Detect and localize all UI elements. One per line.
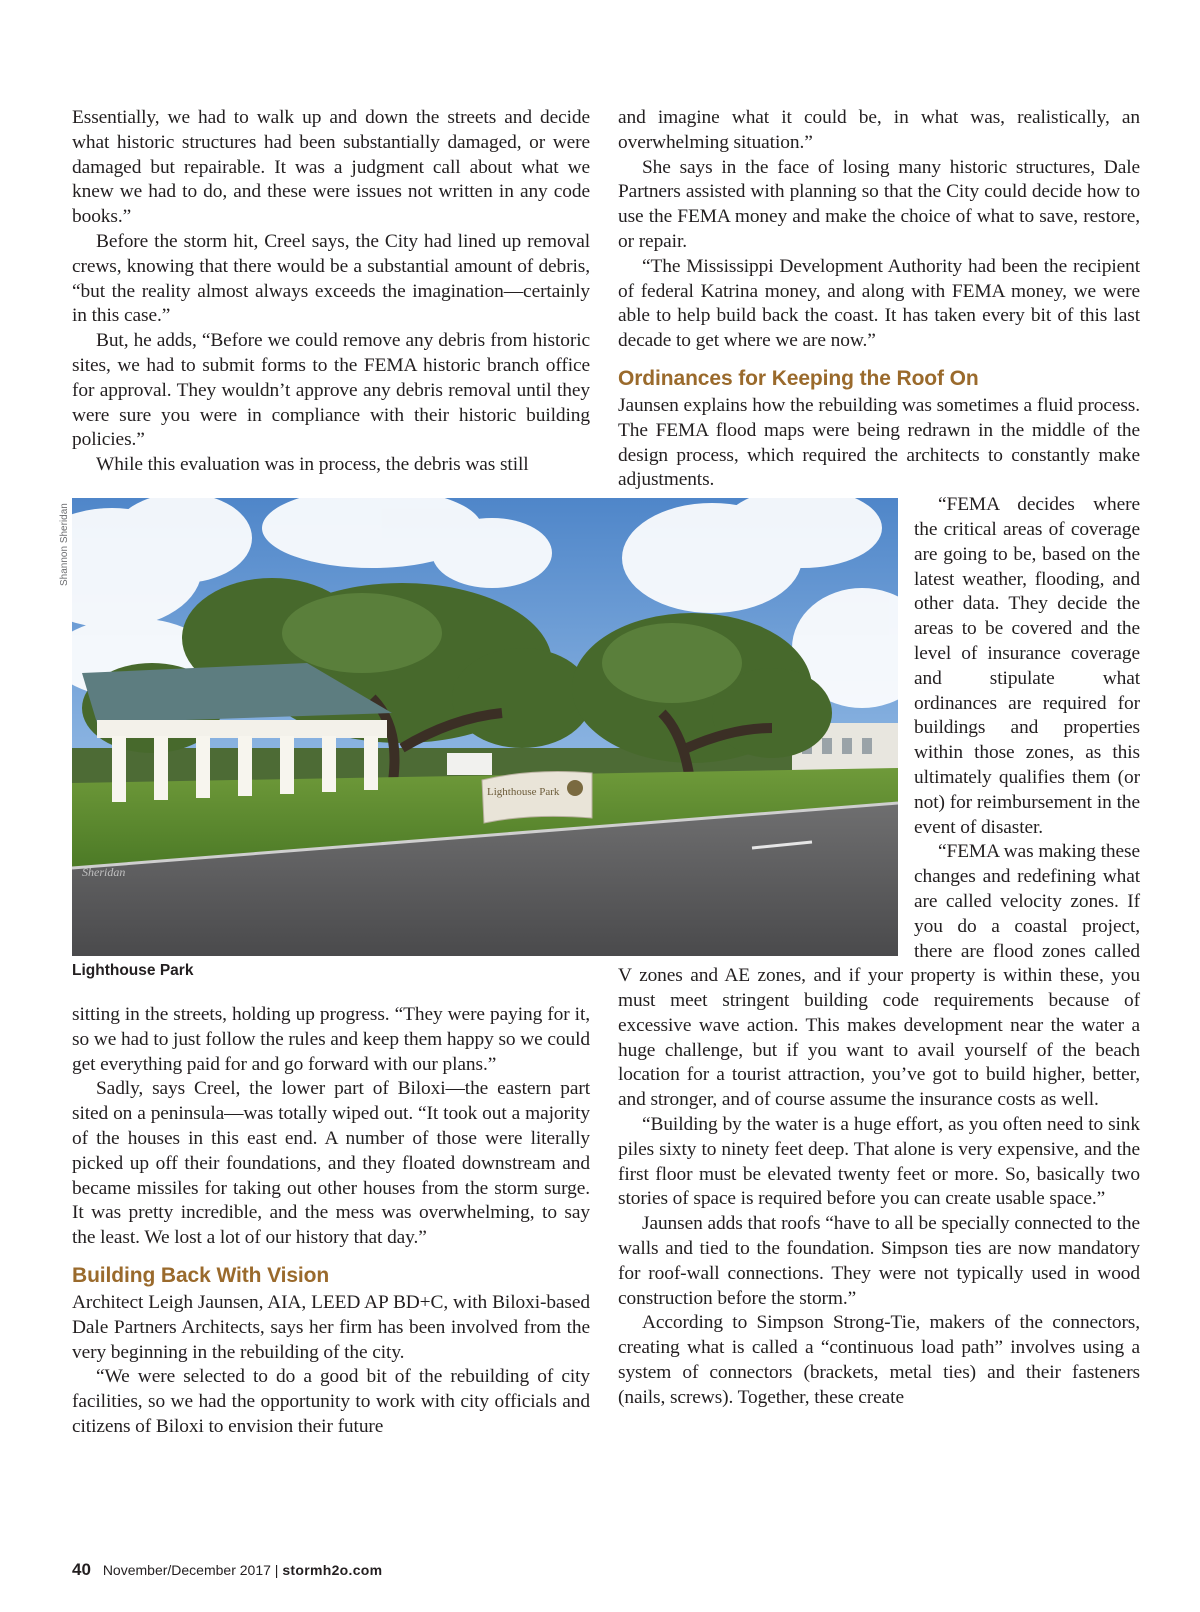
- right-column: [618, 106, 1140, 1411]
- body-paragraph: But, he adds, “Before we could remove any debris from historic sites, we had to submit forms to the FEMA historic branch office for approval. They wouldn’t approve any debris removal until they were sure you were in compliance with their historic building policies.”: [72, 330, 590, 451]
- body-paragraph: sitting in the streets, holding up progress. “They were paying for it, so we had to just follow the rules and keep them happy so we could get everything paid for and go forward with our plans.”: [72, 1004, 590, 1075]
- issue-date: November/December 2017: [102, 1562, 271, 1578]
- photo-credit: Shannon Sheridan: [59, 503, 70, 586]
- page-number: 40: [72, 1560, 91, 1579]
- body-paragraph: “FEMA was making these changes and redefining what are called velocity zones. If you do a coastal project, there are flood zones called V zones and AE zones, and if your property is within these, you must meet stringent building code requirements because of excessive wave action. This makes development near the water a huge challenge, but if you want to avail yourself of the beach location for a tourist attraction, you’ve got to build higher, better, and stronger, and of course assume the insurance costs as well.: [618, 841, 1140, 1111]
- sign-text: Lighthouse Park: [487, 786, 560, 798]
- body-paragraph: “FEMA decides where the critical areas of coverage are going to be, based on the latest weather, flooding, and other data. They decide the areas to be covered and the level of insurance coverage and stipulate what ordinances are required for buildings and properties within those zones, as this ultimately qualifies them (or not) for reimbursement in the event of disaster.: [914, 494, 1140, 838]
- footer-separator: |: [274, 1562, 279, 1578]
- left-column-bottom: [72, 1003, 590, 1440]
- body-paragraph: Architect Leigh Jaunsen, AIA, LEED AP BD+C, with Biloxi-based Dale Partners Architects, says her firm has been involved from the very beginning in the rebuilding of the city.: [72, 1291, 590, 1363]
- left-column-top: [72, 106, 590, 478]
- photo-wrap-spacer: [618, 493, 914, 955]
- body-paragraph: While this evaluation was in process, the debris was still: [96, 454, 529, 476]
- website-link[interactable]: stormh2o.com: [282, 1562, 383, 1578]
- photographer-signature: Sheridan: [82, 865, 126, 879]
- body-paragraph: Before the storm hit, Creel says, the City had lined up removal crews, knowing that there would be a substantial amount of debris, “but the reality almost always exceeds the imagination—certainly in this case.”: [72, 230, 590, 327]
- section-heading: Ordinances for Keeping the Roof On: [618, 366, 979, 390]
- body-paragraph: “Building by the water is a huge effort, as you often need to sink piles sixty to ninety feet deep. That alone is very expensive, and the first floor must be elevated twenty feet or more. So, basically two stories of space is required before you can create usable space.”: [618, 1114, 1140, 1210]
- page-footer: [72, 1560, 382, 1580]
- section-heading: Building Back With Vision: [72, 1263, 330, 1287]
- body-paragraph: Jaunsen adds that roofs “have to all be specially connected to the walls and tied to the foundation. Simpson ties are now mandatory for roof-wall connections. They were not typically used in wood construction before the storm.”: [618, 1213, 1140, 1309]
- body-paragraph: According to Simpson Strong-Tie, makers of the connectors, creating what is called a “continuous load path” involves using a system of connectors (brackets, metal ties) and their fasteners (nails, screws). Together, these create: [618, 1312, 1140, 1408]
- body-paragraph: “We were selected to do a good bit of the rebuilding of city facilities, so we had the opportunity to work with city officials and citizens of Biloxi to envision their future: [72, 1366, 590, 1437]
- body-paragraph: Sadly, says Creel, the lower part of Biloxi—the eastern part sited on a peninsula—was totally wiped out. “It took out a majority of the houses in this east end. A number of those were literally picked up off their foundations, and they floated downstream and became missiles for taking out other houses from the storm surge. It was pretty incredible, and the mess was overwhelming, to say the least. We lost a lot of our history that day.”: [72, 1078, 590, 1249]
- body-paragraph: She says in the face of losing many historic structures, Dale Partners assisted with planning so that the City could decide how to use the FEMA money and make the choice of what to save, restore, or repair.: [618, 156, 1140, 252]
- body-paragraph: and imagine what it could be, in what was, realistically, an overwhelming situation.”: [618, 107, 1140, 153]
- photo-caption: Lighthouse Park: [72, 962, 194, 979]
- body-paragraph: “The Mississippi Development Authority had been the recipient of federal Katrina money, and along with FEMA money, we were able to help build back the coast. It has taken every bit of this last decade to get where we are now.”: [618, 255, 1140, 352]
- body-paragraph: Essentially, we had to walk up and down the streets and decide what historic structures had been substantially damaged, or were damaged but repairable. It was a judgment call about what we knew we had to do, and these were issues not written in any code books.”: [72, 107, 590, 228]
- body-paragraph: Jaunsen explains how the rebuilding was sometimes a fluid process. The FEMA flood maps were being redrawn in the middle of the design process, which required the architects to constantly make adjustments.: [618, 394, 1140, 491]
